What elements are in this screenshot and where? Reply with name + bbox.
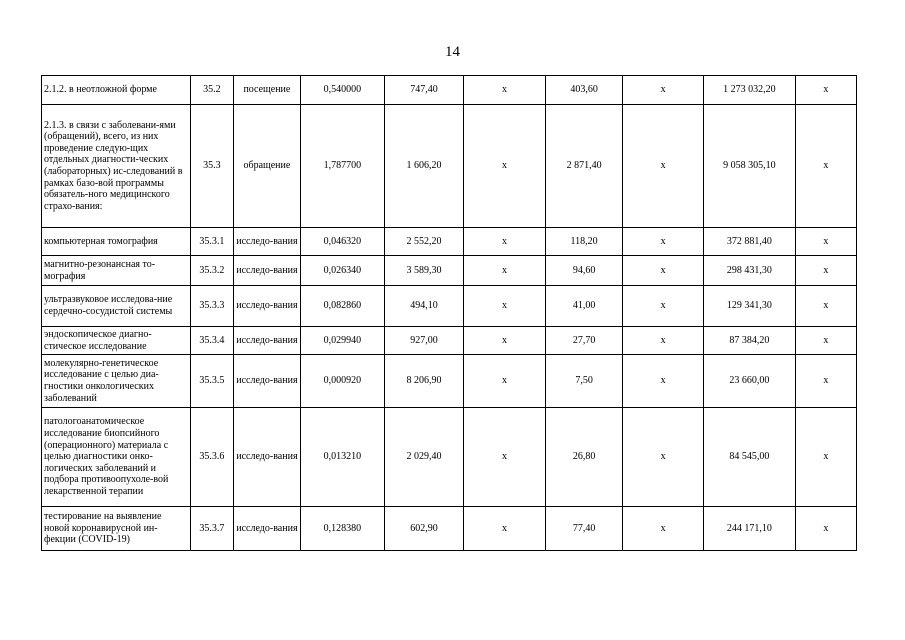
row-x-mark-cell: х <box>795 507 856 551</box>
row-name-cell: эндоскопическое диагно-стическое исследование <box>42 327 191 355</box>
row-x-mark-cell: х <box>623 327 704 355</box>
row-unit-cell: исследо-вания <box>233 327 300 355</box>
row-norm-cell: 0,128380 <box>301 507 385 551</box>
table-row <box>42 286 857 327</box>
row-cost-cell: 927,00 <box>384 327 464 355</box>
row-norm-cell: 0,000920 <box>301 355 385 408</box>
row-norm-cell: 0,540000 <box>301 76 385 105</box>
row-norm-cell: 0,026340 <box>301 256 385 286</box>
row-x-mark-cell: х <box>464 76 546 105</box>
row-per-capita-cell: 403,60 <box>545 76 623 105</box>
row-code-cell: 35.3.5 <box>190 355 233 408</box>
row-cost-cell: 494,10 <box>384 286 464 327</box>
table-row <box>42 256 857 286</box>
row-unit-cell: исследо-вания <box>233 286 300 327</box>
row-cost-cell: 1 606,20 <box>384 105 464 228</box>
row-name-cell: патологоанатомическое исследование биопсийного (операционного) материала с целью диагностики онко-логических заболеваний и подбора противоопухоле-вой лекарственной терапии <box>42 408 191 507</box>
row-x-mark-cell: х <box>795 355 856 408</box>
row-x-mark-cell: х <box>795 327 856 355</box>
row-unit-cell: посещение <box>233 76 300 105</box>
row-x-mark-cell: х <box>795 256 856 286</box>
row-total-cell: 1 273 032,20 <box>703 76 795 105</box>
row-x-mark-cell: х <box>464 286 546 327</box>
tariff-table <box>41 75 857 551</box>
row-name-cell: ультразвуковое исследова-ние сердечно-сосудистой системы <box>42 286 191 327</box>
row-x-mark-cell: х <box>623 228 704 256</box>
row-norm-cell: 0,029940 <box>301 327 385 355</box>
row-total-cell: 298 431,30 <box>703 256 795 286</box>
row-x-mark-cell: х <box>795 286 856 327</box>
page-number: 14 <box>445 44 460 60</box>
row-per-capita-cell: 7,50 <box>545 355 623 408</box>
row-x-mark-cell: х <box>464 355 546 408</box>
row-x-mark-cell: х <box>795 105 856 228</box>
row-x-mark-cell: х <box>623 408 704 507</box>
table-row <box>42 327 857 355</box>
row-unit-cell: исследо-вания <box>233 228 300 256</box>
row-unit-cell: исследо-вания <box>233 256 300 286</box>
row-per-capita-cell: 27,70 <box>545 327 623 355</box>
row-code-cell: 35.3.1 <box>190 228 233 256</box>
row-x-mark-cell: х <box>464 507 546 551</box>
table-row <box>42 228 857 256</box>
row-x-mark-cell: х <box>464 327 546 355</box>
row-x-mark-cell: х <box>464 228 546 256</box>
table-body <box>42 76 857 551</box>
row-cost-cell: 747,40 <box>384 76 464 105</box>
row-x-mark-cell: х <box>623 105 704 228</box>
row-code-cell: 35.3 <box>190 105 233 228</box>
row-name-cell: 2.1.3. в связи с заболевани-ями (обращений), всего, из них проведение следую-щих отдельных диагности-ческих (лабораторных) ис-следований в рамках базо-вой программы обязатель-ного медицинского страхо-вания: <box>42 105 191 228</box>
row-name-cell: тестирование на выявление новой коронавирусной ин-фекции (COVID-19) <box>42 507 191 551</box>
table-row <box>42 408 857 507</box>
row-code-cell: 35.3.6 <box>190 408 233 507</box>
row-cost-cell: 2 029,40 <box>384 408 464 507</box>
row-total-cell: 244 171,10 <box>703 507 795 551</box>
row-unit-cell: исследо-вания <box>233 507 300 551</box>
row-x-mark-cell: х <box>795 76 856 105</box>
row-norm-cell: 0,082860 <box>301 286 385 327</box>
row-code-cell: 35.3.2 <box>190 256 233 286</box>
row-x-mark-cell: х <box>623 76 704 105</box>
row-code-cell: 35.3.7 <box>190 507 233 551</box>
row-name-cell: компьютерная томография <box>42 228 191 256</box>
row-per-capita-cell: 41,00 <box>545 286 623 327</box>
row-name-cell: 2.1.2. в неотложной форме <box>42 76 191 105</box>
row-code-cell: 35.3.3 <box>190 286 233 327</box>
row-total-cell: 129 341,30 <box>703 286 795 327</box>
row-x-mark-cell: х <box>623 286 704 327</box>
row-total-cell: 23 660,00 <box>703 355 795 408</box>
row-x-mark-cell: х <box>623 256 704 286</box>
row-total-cell: 9 058 305,10 <box>703 105 795 228</box>
row-x-mark-cell: х <box>623 507 704 551</box>
row-unit-cell: исследо-вания <box>233 408 300 507</box>
table-row <box>42 76 857 105</box>
row-total-cell: 87 384,20 <box>703 327 795 355</box>
table-row <box>42 355 857 408</box>
row-total-cell: 84 545,00 <box>703 408 795 507</box>
row-cost-cell: 2 552,20 <box>384 228 464 256</box>
row-per-capita-cell: 77,40 <box>545 507 623 551</box>
row-x-mark-cell: х <box>795 228 856 256</box>
row-norm-cell: 0,013210 <box>301 408 385 507</box>
row-x-mark-cell: х <box>464 408 546 507</box>
row-name-cell: магнитно-резонансная то-мография <box>42 256 191 286</box>
row-name-cell: молекулярно-генетическое исследование с целью диа-гностики онкологических заболеваний <box>42 355 191 408</box>
row-per-capita-cell: 26,80 <box>545 408 623 507</box>
row-norm-cell: 1,787700 <box>301 105 385 228</box>
row-per-capita-cell: 2 871,40 <box>545 105 623 228</box>
row-x-mark-cell: х <box>464 256 546 286</box>
row-code-cell: 35.2 <box>190 76 233 105</box>
row-total-cell: 372 881,40 <box>703 228 795 256</box>
table-row <box>42 105 857 228</box>
row-x-mark-cell: х <box>464 105 546 228</box>
row-x-mark-cell: х <box>795 408 856 507</box>
row-x-mark-cell: х <box>623 355 704 408</box>
table-row <box>42 507 857 551</box>
row-per-capita-cell: 94,60 <box>545 256 623 286</box>
row-cost-cell: 3 589,30 <box>384 256 464 286</box>
row-code-cell: 35.3.4 <box>190 327 233 355</box>
row-norm-cell: 0,046320 <box>301 228 385 256</box>
row-unit-cell: исследо-вания <box>233 355 300 408</box>
row-cost-cell: 602,90 <box>384 507 464 551</box>
row-per-capita-cell: 118,20 <box>545 228 623 256</box>
row-unit-cell: обращение <box>233 105 300 228</box>
row-cost-cell: 8 206,90 <box>384 355 464 408</box>
